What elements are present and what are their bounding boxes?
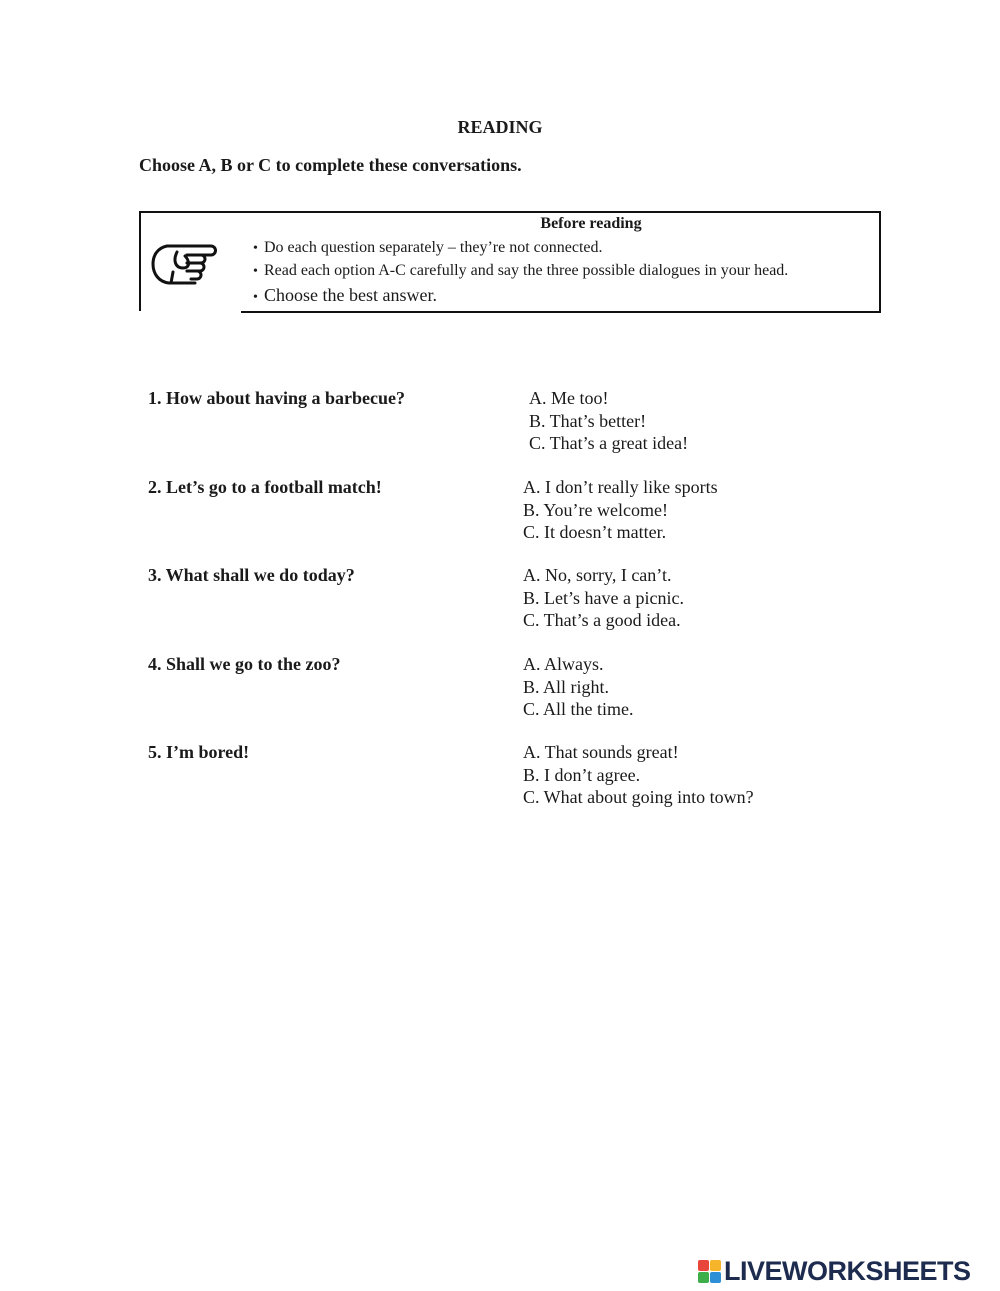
question-1-options xyxy=(529,387,688,455)
page-title: READING xyxy=(457,117,543,137)
question-4: 4. Shall we go to the zoo? xyxy=(148,654,341,674)
option-b[interactable]: B. Let’s have a picnic. xyxy=(523,587,684,608)
question-5: 5. I’m bored! xyxy=(148,742,250,762)
logo-block xyxy=(710,1272,721,1283)
logo-block xyxy=(710,1260,721,1271)
option-a[interactable]: A. Always. xyxy=(523,654,604,674)
option-c[interactable]: C. What about going into town? xyxy=(523,787,754,807)
tip-item: • Choose the best answer. xyxy=(253,283,788,310)
option-c[interactable]: C. That’s a great idea! xyxy=(529,433,689,453)
option-c[interactable]: C. All the time. xyxy=(523,699,634,719)
instruction-text: Choose A, B or C to complete these conversations. xyxy=(139,155,522,175)
tip-list xyxy=(253,237,788,310)
tip-item: • Do each question separately – they’re not connected. xyxy=(253,237,788,260)
question-2-options xyxy=(523,476,718,544)
option-a[interactable]: A. That sounds great! xyxy=(523,742,679,762)
tip-item: • Read each option A-C carefully and say the three possible dialogues in your head. xyxy=(253,260,788,283)
logo-block xyxy=(698,1260,709,1271)
brand-name: LIVEWORKSHEETS xyxy=(724,1255,971,1286)
option-a[interactable]: A. I don’t really like sports xyxy=(523,477,718,497)
option-b[interactable]: B. That’s better! xyxy=(529,410,647,431)
logo-blocks-icon xyxy=(698,1260,721,1283)
tip-heading: Before reading xyxy=(540,215,642,232)
option-b[interactable]: B. You’re welcome! xyxy=(523,499,668,520)
logo-block xyxy=(698,1272,709,1283)
option-b[interactable]: B. All right. xyxy=(523,676,610,697)
option-c[interactable]: C. It doesn’t matter. xyxy=(523,522,667,542)
option-b[interactable]: B. I don’t agree. xyxy=(523,764,641,785)
question-4-options xyxy=(523,653,634,721)
option-a[interactable]: A. No, sorry, I can’t. xyxy=(523,565,672,585)
option-c[interactable]: C. That’s a good idea. xyxy=(523,610,681,630)
question-2: 2. Let’s go to a football match! xyxy=(148,477,382,497)
question-3-options xyxy=(523,564,684,632)
option-a[interactable]: A. Me too! xyxy=(529,388,609,408)
question-1: 1. How about having a barbecue? xyxy=(148,388,406,408)
pointing-hand-icon xyxy=(151,238,217,288)
question-3: 3. What shall we do today? xyxy=(148,565,355,585)
liveworksheets-logo xyxy=(698,1256,971,1286)
before-reading-box xyxy=(139,211,881,313)
question-5-options xyxy=(523,741,754,809)
